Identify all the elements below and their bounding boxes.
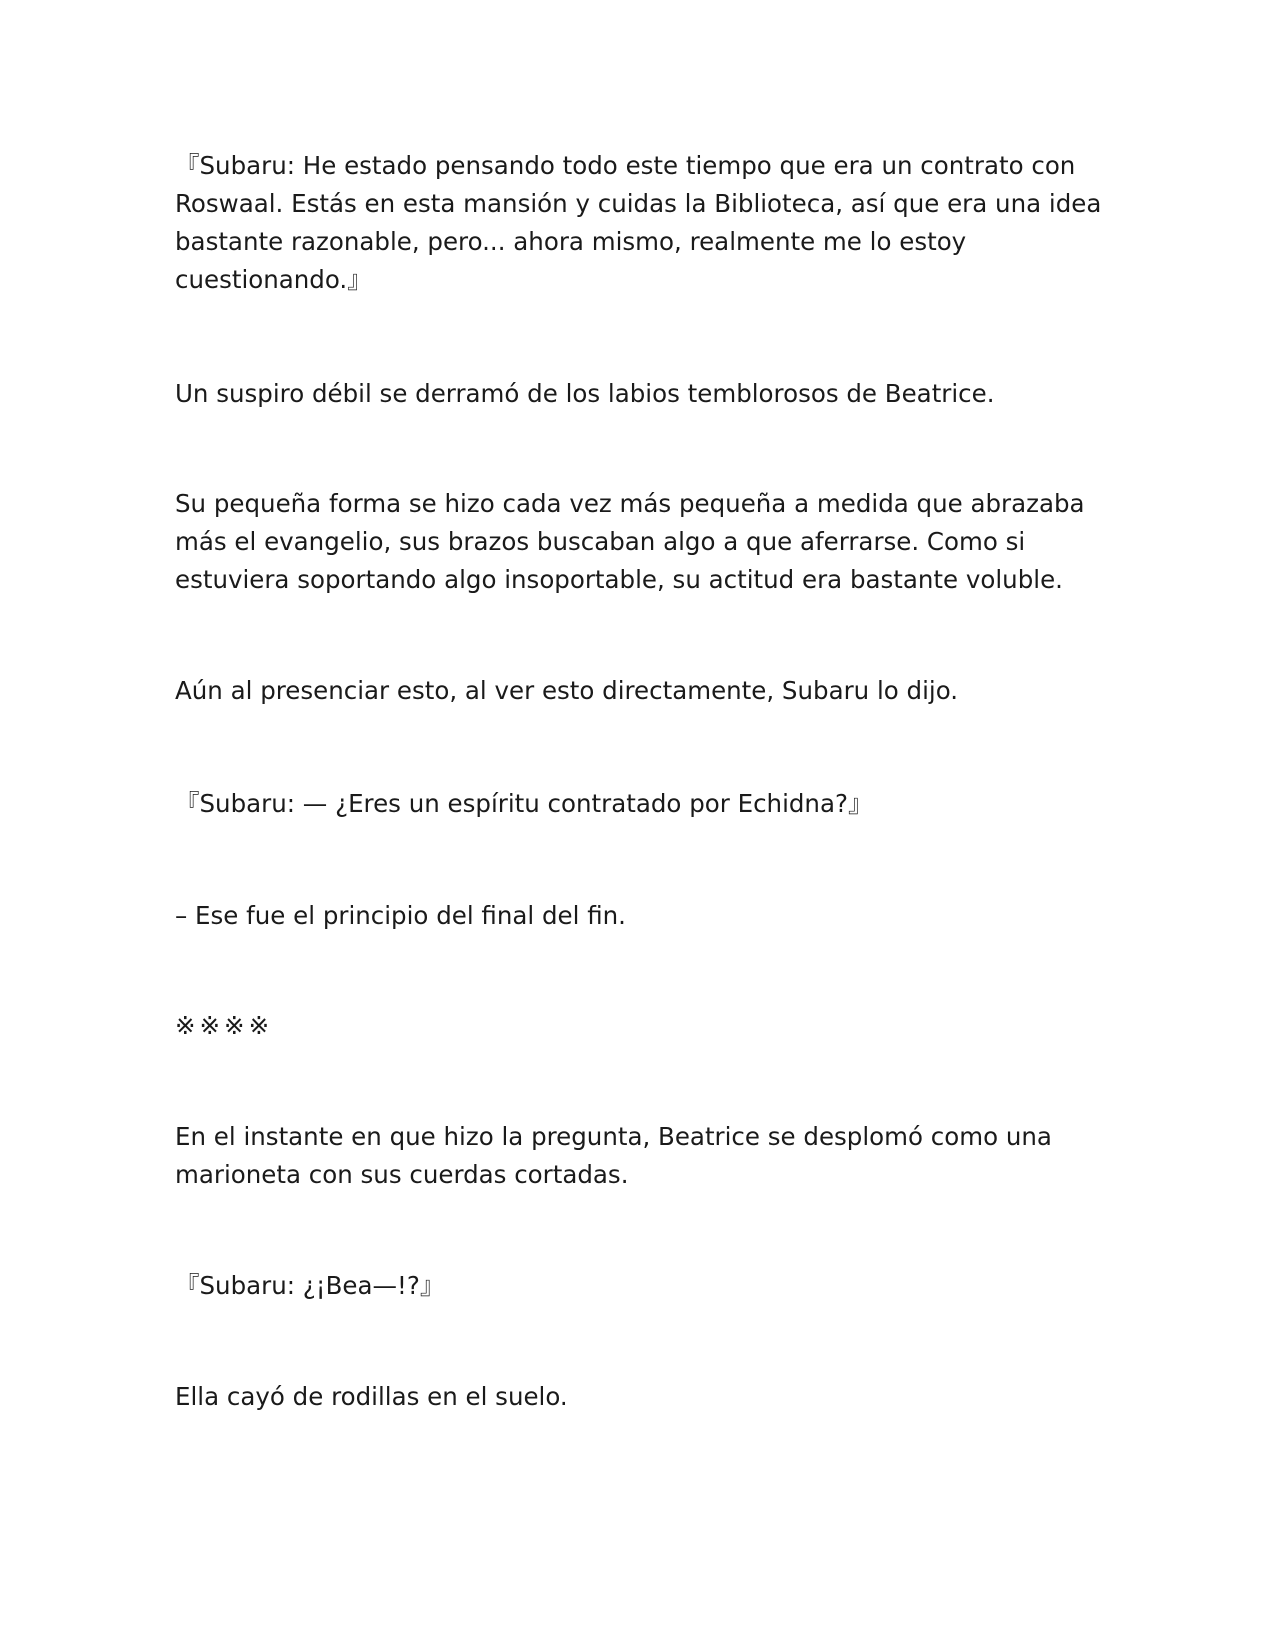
paragraph-beginning-of-end: – Ese fue el principio del final del fin. [175,901,626,930]
scene-break-marks: ※※※※ [175,1011,274,1040]
paragraph-subaru-exclaim: 『Subaru: ¿¡Bea—!?』 [175,1271,445,1300]
paragraph-subaru-question: 『Subaru: — ¿Eres un espíritu contratado por Echidna?』 [175,789,873,818]
paragraph-beatrice-sigh: Un suspiro débil se derramó de los labios temblorosos de Beatrice. [175,379,995,408]
paragraph-beatrice-gospel: Su pequeña forma se hizo cada vez más pequeña a medida que abrazaba más el evangelio, sus brazos buscaban algo a que aferrarse. Como si estuviera soportando algo insoportable, su actitud era bastante voluble. [175,489,1085,594]
paragraph-beatrice-collapse: En el instante en que hizo la pregunta, Beatrice se desplomó como una marioneta con sus cuerdas cortadas. [175,1122,1052,1189]
paragraph-subaru-dialogue-contract: 『Subaru: He estado pensando todo este tiempo que era un contrato con Roswaal. Estás en esta mansión y cuidas la Biblioteca, así que era una idea bastante razonable, pero... ahora mismo, realmente me lo estoy cuestionando.』 [175,151,1102,294]
paragraph-knees-floor: Ella cayó de rodillas en el suelo. [175,1382,568,1411]
paragraph-subaru-said: Aún al presenciar esto, al ver esto directamente, Subaru lo dijo. [175,676,959,705]
